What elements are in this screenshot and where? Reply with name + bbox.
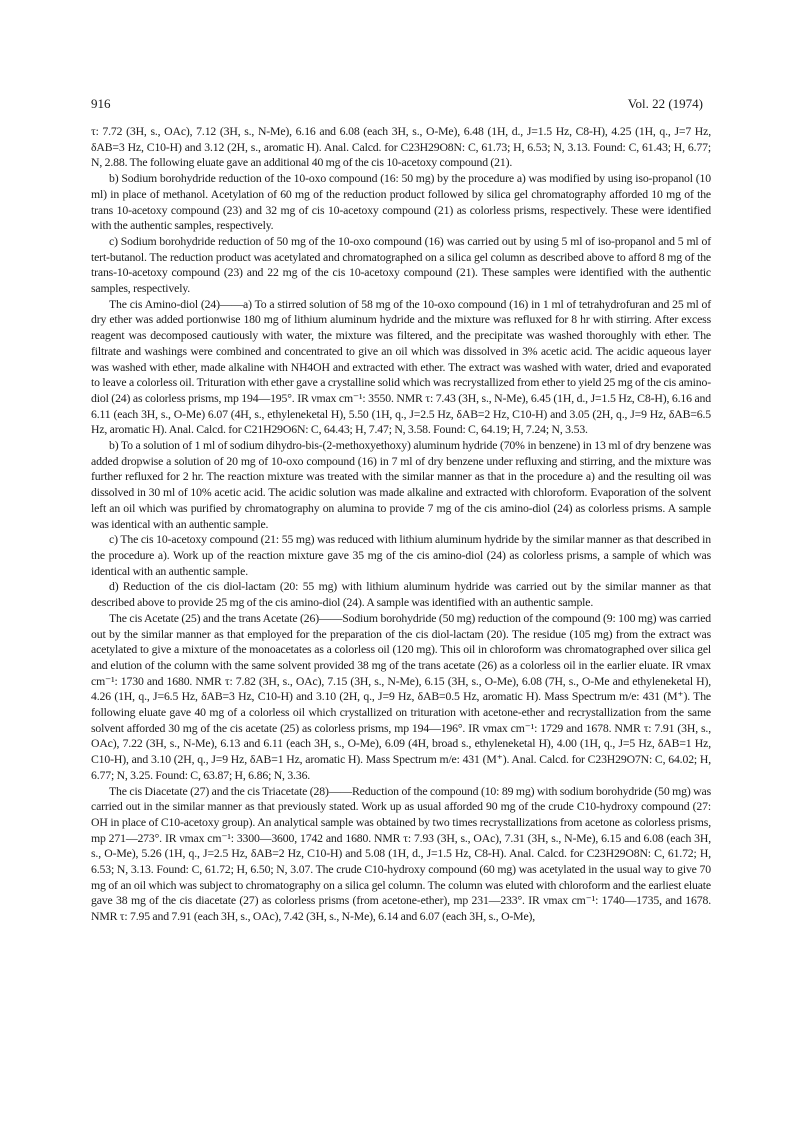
paragraph: d) Reduction of the cis diol-lactam (20: 55 mg) with lithium aluminum hydride was carried out by the similar manner as that described above to provide 25 mg of the cis amino-diol (24). A sample was identified with an authentic sample. [91,580,711,610]
paragraph: τ: 7.72 (3H, s., OAc), 7.12 (3H, s., N-Me), 6.16 and 6.08 (each 3H, s., O-Me), 6.48 (1H, d., J=1.5 Hz, C8-H), 4.25 (1H, q., J=7 Hz, δAB=3 Hz, C10-H) and 3.12 (2H, s., aromatic H). Anal. Calcd. for C23H29O8N: C, 61.73; H, 6.53; N, 3.13. Found: C, 61.43; H, 6.77; N, 2.88. The following eluate gave an additional 40 mg of the cis 10-acetoxy compound (21). [91,125,711,170]
paragraph: The cis Acetate (25) and the trans Acetate (26)——Sodium borohydride (50 mg) reduction of the compound (9: 100 mg) was carried out by the similar manner as that employed for the preparation of the cis diol-lactam (20). The residue (105 mg) from the extract was acetylated to give a mixture of the monoacetates as a colorless oil (120 mg). This oil in chloroform was chromatographed over silica gel and elution of the column with the same solvent provided 38 mg of the trans acetate (26) as a colorless oil in the earlier eluate. IR νmax cm⁻¹: 1730 and 1680. NMR τ: 7.82 (3H, s., OAc), 7.15 (3H, s., N-Me), 6.15 (3H, s., O-Me), 6.08 (7H, s., O-Me and ethyleneketal H), 4.26 (1H, q., J=6.5 Hz, δAB=3 Hz, C10-H) and 3.10 (2H, q., J=9 Hz, δAB=0.5 Hz, aromatic H). Mass Spectrum m/e: 431 (M⁺). The following eluate gave 40 mg of a colorless oil which crystallized on trituration with acetone-ether and recrystallization from the same solvent afforded 30 mg of the cis acetate (25) as colorless prisms, mp 194—196°. IR νmax cm⁻¹: 1729 and 1678. NMR τ: 7.91 (3H, s., OAc), 7.22 (3H, s., N-Me), 6.13 and 6.11 (each 3H, s., O-Me), 6.09 (4H, broad s., ethyleneketal H), 4.00 (1H, q., J=5 Hz, δAB=1 Hz, C10-H), and 3.10 (2H, q., J=9 Hz, δAB=1 Hz, aromatic H). Mass Spectrum m/e: 431 (M⁺). Anal. Calcd. for C23H29O7N: C, 64.02; H, 6.77; N, 3.25. Found: C, 63.87; H, 6.86; N, 3.36. [91,611,711,782]
paragraph: The cis Diacetate (27) and the cis Triacetate (28)——Reduction of the compound (10: 89 mg) with sodium borohydride (50 mg) was carried out in the similar manner as that previously stated. Work up as usual afforded 90 mg of the crude C10-hydroxy compound (27: OH in place of C10-acetoxy group). An analytical sample was obtained by two times recrystallizations from acetone as colorless prisms, mp 271—273°. IR νmax cm⁻¹: 3300—3600, 1742 and 1680. NMR τ: 7.93 (3H, s., OAc), 7.31 (3H, s., N-Me), 6.15 and 6.08 (each 3H, s., O-Me), 5.26 (1H, q., J=2.5 Hz, δAB=2 Hz, C10-H) and 5.08 (1H, d., J=1.5 Hz, C8-H). Anal. Calcd. for C23H29O8N: C, 61.72; H, 6.53; N, 3.13. Found: C, 61.72; H, 6.50; N, 3.07. The crude C10-hydroxy compound (60 mg) was acetylated in the usual way to give 70 mg of an oil which was subject to chromatography on a silica gel column. The column was eluted with chloroform and the earliest eluate gave 38 mg of the cis diacetate (27) as colorless prisms (from acetone-ether), mp 231—233°. IR νmax cm⁻¹: 1740—1735, and 1678. NMR τ: 7.95 and 7.91 (each 3H, s., OAc), 7.42 (3H, s., N-Me), 6.14 and 6.07 (each 3H, s., O-Me), [91,784,711,924]
journal-volume: Vol. 22 (1974) [627,96,703,111]
page-header [91,96,703,112]
page-number: 916 [91,96,111,111]
paragraph: b) To a solution of 1 ml of sodium dihydro-bis-(2-methoxyethoxy) aluminum hydride (70% in benzene) in 13 ml of dry benzene was added dropwise a solution of 20 mg of 10-oxo compound (16) in 7 ml of dry benzene under refluxing and stirring, and the mixture was further refluxed for 2 hr. The reaction mixture was treated with the similar manner as that in the procedure a) and the resulting oil was dissolved in 30 ml of 10% acetic acid. The acidic solution was made alkaline and extracted with chloroform. Evaporation of the solvent left an oil which was purified by chromatography on alumina to provide 7 mg of the cis amino-diol (24) as colorless prisms. A sample was identical with an authentic sample. [91,439,711,531]
article-body [91,124,711,925]
paragraph: c) The cis 10-acetoxy compound (21: 55 mg) was reduced with lithium aluminum hydride by the similar manner as that described in the procedure a). Work up of the reaction mixture gave 35 mg of the cis amino-diol (24) as colorless prisms, a sample of which was identical with an authentic sample. [91,533,711,578]
paragraph: c) Sodium borohydride reduction of 50 mg of the 10-oxo compound (16) was carried out by using 5 ml of iso-propanol and 5 ml of tert-butanol. The reduction product was acetylated and chromatographed on a silica gel column as described above to afford 8 mg of the trans-10-acetoxy compound (23) and 22 mg of the cis 10-acetoxy compound (21). These samples were identified with the authentic samples, respectively. [91,234,711,296]
paragraph: The cis Amino-diol (24)——a) To a stirred solution of 58 mg of the 10-oxo compound (16) in 1 ml of tetrahydrofuran and 25 ml of dry ether was added portionwise 180 mg of lithium aluminum hydride and the mixture was refluxed for 8 hr with stirring. After excess reagent was decomposed cautiously with water, the mixture was filtered, and the precipitate was washed thoroughly with ether. The filtrate and washings were combined and concentrated to give an oil which was dissolved in 3% acetic acid. The acidic aqueous layer was washed with ether, made alkaline with NH4OH and extracted with ether. The extract was washed with water, dried and evaporated to leave a colorless oil. Trituration with ether gave a crystalline solid which was recrystallized from ether to yield 25 mg of the cis amino-diol (24) as colorless prisms, mp 194—195°. IR νmax cm⁻¹: 3550. NMR τ: 7.43 (3H, s., N-Me), 6.45 (1H, d., J=1.5 Hz, C8-H), 6.16 and 6.11 (each 3H, s., O-Me) 6.07 (4H, s., ethyleneketal H), 5.50 (1H, q., J=2.5 Hz, δAB=2 Hz, C10-H) and 3.05 (2H, q., J=9 Hz, δAB=6.5 Hz, aromatic H). Anal. Calcd. for C21H29O6N: C, 64.43; H, 7.47; N, 3.58. Found: C, 64.19; H, 7.24; N, 3.53. [91,297,711,437]
paragraph: b) Sodium borohydride reduction of the 10-oxo compound (16: 50 mg) by the procedure a) was modified by using iso-propanol (10 ml) in place of methanol. Acetylation of 60 mg of the reduction product followed by silica gel chromatography afforded 10 mg of the trans 10-acetoxy compound (23) and 32 mg of cis 10-acetoxy compound (21) as colorless prisms, respectively. These were identified with the authentic samples, respectively. [91,172,711,233]
